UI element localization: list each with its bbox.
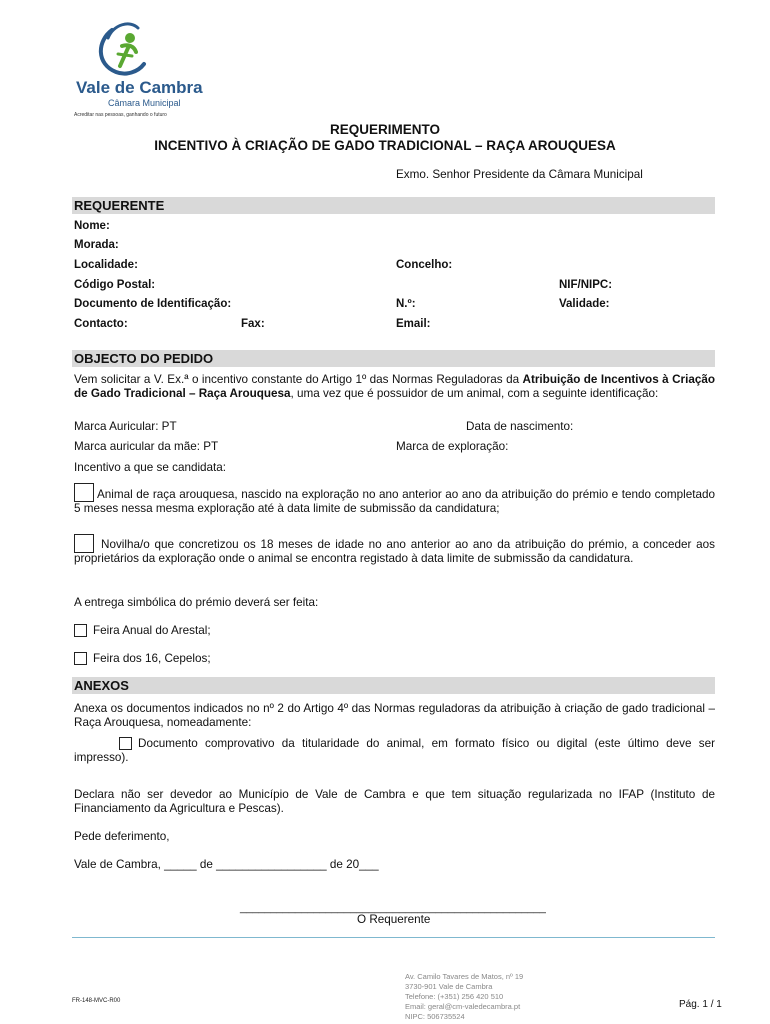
- anexos-intro: Anexa os documentos indicados no nº 2 do Artigo 4º das Normas reguladoras da atribuição à criação de gado tradicional – Raça Arouquesa, nomeadamente:: [74, 702, 715, 729]
- declaracao: Declara não ser devedor ao Município de Vale de Cambra e que tem situação regularizada no IFAP (Instituto de Financiamento da Agricultura e Pescas).: [74, 788, 715, 815]
- feira-cepelos-label: Feira dos 16, Cepelos;: [93, 652, 211, 665]
- signature-label: O Requerente: [357, 913, 431, 926]
- option2-text: Novilha/o que concretizou os 18 meses de idade no ano anterior ao ano da atribuição do prémio, a conceder aos proprietários da exploração onde o animal se encontra registado à data limite de submissão da candidatura.: [74, 538, 715, 565]
- field-nif[interactable]: NIF/NIPC:: [559, 279, 613, 291]
- marca-auricular[interactable]: Marca Auricular: PT: [74, 420, 177, 433]
- document-subtitle: INCENTIVO À CRIAÇÃO DE GADO TRADICIONAL – RAÇA AROUQUESA: [154, 138, 616, 153]
- marca-exploracao[interactable]: Marca de exploração:: [396, 440, 509, 453]
- entrega-label: A entrega simbólica do prémio deverá ser feita:: [74, 596, 319, 609]
- marca-auricular-mae[interactable]: Marca auricular da mãe: PT: [74, 440, 219, 453]
- field-contacto[interactable]: Contacto:: [74, 318, 128, 330]
- form-code: FR-148-MVC-R00: [72, 998, 121, 1004]
- incentivo-label: Incentivo a que se candidata:: [74, 461, 227, 474]
- logo-subtitle: Câmara Municipal: [108, 98, 181, 108]
- addressee: Exmo. Senhor Presidente da Câmara Municipal: [396, 168, 643, 181]
- footer-address-line: Av. Camilo Tavares de Matos, nº 19: [405, 972, 524, 981]
- field-fax[interactable]: Fax:: [241, 318, 265, 330]
- field-numero[interactable]: N.º:: [396, 298, 416, 310]
- option1-text: Animal de raça arouquesa, nascido na exploração no ano anterior ao ano da atribuição do prémio e tendo completado 5 meses nessa mesma exploração até à data limite de submissão da candidatura;: [74, 488, 715, 515]
- field-email[interactable]: Email:: [396, 318, 431, 330]
- feira-cepelos-checkbox[interactable]: [74, 652, 87, 665]
- field-validade[interactable]: Validade:: [559, 298, 610, 310]
- section-requerente: REQUERENTE: [72, 197, 715, 214]
- feira-arestal-checkbox[interactable]: [74, 624, 87, 637]
- logo-emblem-icon: [72, 16, 222, 78]
- local-data-line[interactable]: Vale de Cambra, _____ de _________________ de 20___: [74, 858, 379, 871]
- field-localidade[interactable]: Localidade:: [74, 259, 138, 271]
- footer-rule: [72, 937, 715, 938]
- signature-line[interactable]: __________________________________________________: [240, 902, 546, 914]
- document-title: REQUERIMENTO: [329, 122, 440, 137]
- footer-email: Email: geral@cm-valedecambra.pt: [405, 1002, 521, 1011]
- field-documento[interactable]: Documento de Identificação:: [74, 298, 232, 310]
- field-codigo-postal[interactable]: Código Postal:: [74, 279, 156, 291]
- feira-arestal-label: Feira Anual do Arestal;: [93, 624, 211, 637]
- footer-postal-line: 3730-901 Vale de Cambra: [405, 982, 493, 991]
- page-number: Pág. 1 / 1: [679, 999, 722, 1010]
- section-objecto: OBJECTO DO PEDIDO: [72, 350, 715, 367]
- footer-address: [405, 972, 523, 1022]
- field-concelho[interactable]: Concelho:: [396, 259, 453, 271]
- objecto-intro: Vem solicitar a V. Ex.ª o incentivo constante do Artigo 1º das Normas Reguladoras da Atribuição de Incentivos à Criação de Gado Tradicional – Raça Arouquesa, uma vez que é possuidor de um animal, com a seguinte identificação:: [74, 373, 715, 400]
- field-nome[interactable]: Nome:: [74, 220, 110, 232]
- data-nascimento[interactable]: Data de nascimento:: [466, 420, 574, 433]
- pede-deferimento: Pede deferimento,: [74, 830, 170, 843]
- municipal-logo: [72, 16, 222, 126]
- field-morada[interactable]: Morada:: [74, 239, 119, 251]
- documento-comprovativo-text: Documento comprovativo da titularidade do animal, em formato físico ou digital (este último deve ser impresso).: [74, 737, 715, 764]
- logo-tagline: Acreditar nas pessoas, ganhando o futuro: [74, 112, 167, 118]
- footer-phone: Telefone: (+351) 256 420 510: [405, 992, 504, 1001]
- section-anexos: ANEXOS: [72, 677, 715, 694]
- footer-nipc: NIPC: 506735524: [405, 1012, 465, 1021]
- logo-name: Vale de Cambra: [76, 78, 203, 97]
